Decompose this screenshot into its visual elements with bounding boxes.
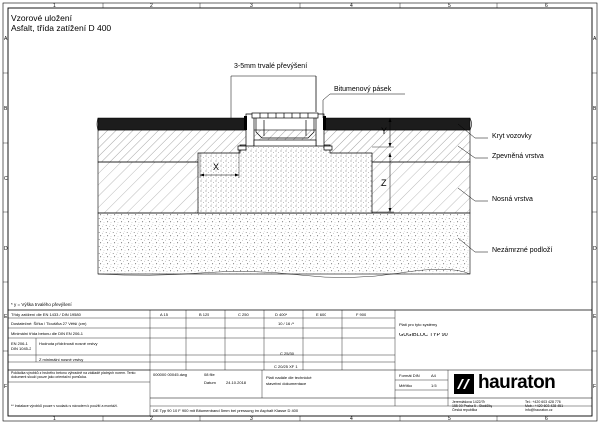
asphalt-right xyxy=(324,118,470,130)
col-label-3: 3 xyxy=(250,3,253,9)
col-label-2: 2 xyxy=(150,3,153,9)
col-label-4-bottom: 4 xyxy=(350,416,353,422)
logo-mark-icon xyxy=(454,374,474,394)
company-address-2: 155 00 Praha 5 - Stodůlky xyxy=(452,404,493,408)
row-label-a: A xyxy=(4,36,8,42)
asphalt-left xyxy=(98,118,246,130)
row-label-d: D xyxy=(4,246,8,252)
load-class-label: Třídy zatížení dle EN 1433 / DIN 19580 xyxy=(11,312,81,317)
height-note: * y = Výška trvalého převýšení xyxy=(11,302,72,307)
load-class-b125: B 125 xyxy=(199,312,210,317)
scale-value: 1:5 xyxy=(431,383,437,388)
installation-note-2: ** Instalace výrobků pouze v souladu s návodem k použití a montáži. xyxy=(11,404,118,408)
hauraton-logo xyxy=(452,372,590,396)
width-thickness-label: Dostatečné: Šířka / Tloušťka 27 Větší (cm) xyxy=(11,321,87,326)
col-label-5-bottom: 5 xyxy=(448,416,451,422)
callout-base: Nosná vrstva xyxy=(492,196,533,203)
load-class-f900: F 900 xyxy=(356,312,367,317)
title-line-1: Vzorové uložení xyxy=(11,13,72,23)
installation-note: Pokládka výrobků z hrubého betonu výhradně na základě platných norem. Tento dokument slouží pouze jako orientační pomůcka. xyxy=(11,371,136,379)
norm-en206: EN 206-1 xyxy=(11,341,28,346)
company-tel: Tel.: +420 603 428 776 xyxy=(525,400,561,404)
cross-section xyxy=(97,76,488,278)
company-address-1: Jeremiášova 1422/7b xyxy=(452,400,486,404)
frost-layer xyxy=(98,213,470,274)
col-label-3-bottom: 3 xyxy=(250,416,253,422)
col-label-5: 5 xyxy=(448,3,451,9)
row-label-e: E xyxy=(4,314,8,320)
callout-frost: Nezámrzné podloží xyxy=(492,247,553,254)
callout-overheight: 3-5mm trvalé převýšení xyxy=(234,63,308,70)
scale-label: Měřítko xyxy=(399,383,413,388)
base-bond-label: Hodnota přídržnosti nosné vrstvy xyxy=(39,341,98,346)
concrete-class-label: Minimální třída betonu dle DIN EN 206-1 xyxy=(11,331,84,336)
drawing-title xyxy=(11,13,111,33)
col-label-6-bottom: 6 xyxy=(545,416,548,422)
drawing-number: 000000 00045.dwg xyxy=(153,372,188,377)
width-thickness-d400: 10 / 16 /* xyxy=(278,321,295,326)
product-header: Platí pro tyto systémy xyxy=(399,322,438,327)
dim-z-label: Z xyxy=(381,178,387,188)
row-label-e-right: E xyxy=(593,314,597,320)
desc-line-2: stavební dokumentace xyxy=(266,381,307,386)
callout-reinforced: Zpevněná vrstva xyxy=(492,153,544,160)
col-label-2-bottom: 2 xyxy=(150,416,153,422)
row-label-a-right: A xyxy=(593,36,597,42)
bitumen-tape-left xyxy=(244,116,247,130)
logo-wordmark: hauraton xyxy=(478,372,556,393)
company-fax: Mob.: +420 603 428 451 xyxy=(525,404,564,408)
row-label-b-right: B xyxy=(593,106,597,112)
concrete-c2530: C 25/30 xyxy=(280,351,295,356)
row-label-d-right: D xyxy=(593,246,597,252)
company-address-3: Česká republika xyxy=(452,408,478,412)
title-line-2: Asfalt, třída zatížení D 400 xyxy=(11,23,112,33)
row-label-f-right: F xyxy=(593,384,597,390)
norm-din1045: DIN 1045-2 xyxy=(11,346,32,351)
col-label-1: 1 xyxy=(53,3,56,9)
min-base-label: Z minimální nosné vrstvy xyxy=(39,357,84,362)
file-label: 08 file xyxy=(204,372,215,377)
load-class-e600: E 600 xyxy=(316,312,327,317)
load-class-a15: A 15 xyxy=(160,312,169,317)
load-class-c250: C 250 xyxy=(238,312,249,317)
format-value: A4 xyxy=(431,373,436,378)
col-label-1-bottom: 1 xyxy=(53,416,56,422)
row-label-f: F xyxy=(4,384,8,390)
col-label-6: 6 xyxy=(545,3,548,9)
concrete-c2025: C 20/25 XF 1 xyxy=(274,364,298,369)
footer-description: DE Typ 90 10 F 900 mit Bitumenband 5mm bei pressung im Asphalt Klasse D 400 xyxy=(153,408,299,413)
row-label-c-right: C xyxy=(593,176,597,182)
date-value: 24.10.2018 xyxy=(226,380,247,385)
format-label: Formát DIN xyxy=(399,373,420,378)
dim-x-label: X xyxy=(213,162,220,172)
date-label: Datum xyxy=(204,380,216,385)
dim-y-label: Y xyxy=(381,126,388,136)
col-label-4: 4 xyxy=(350,3,353,9)
row-label-b: B xyxy=(4,106,8,112)
product-name: GUGIBLOC TYP 90 xyxy=(399,333,448,338)
desc-line-1: Platí nadále dle technické xyxy=(266,375,312,380)
callout-surface: Kryt vozovky xyxy=(492,133,532,140)
bitumen-tape-right xyxy=(323,116,326,130)
company-mail: info@hauraton.cz xyxy=(525,408,553,412)
load-class-d400: D 400* xyxy=(275,312,288,317)
row-label-c: C xyxy=(4,176,8,182)
callout-bitumen: Bitumenový pásek xyxy=(334,86,392,93)
